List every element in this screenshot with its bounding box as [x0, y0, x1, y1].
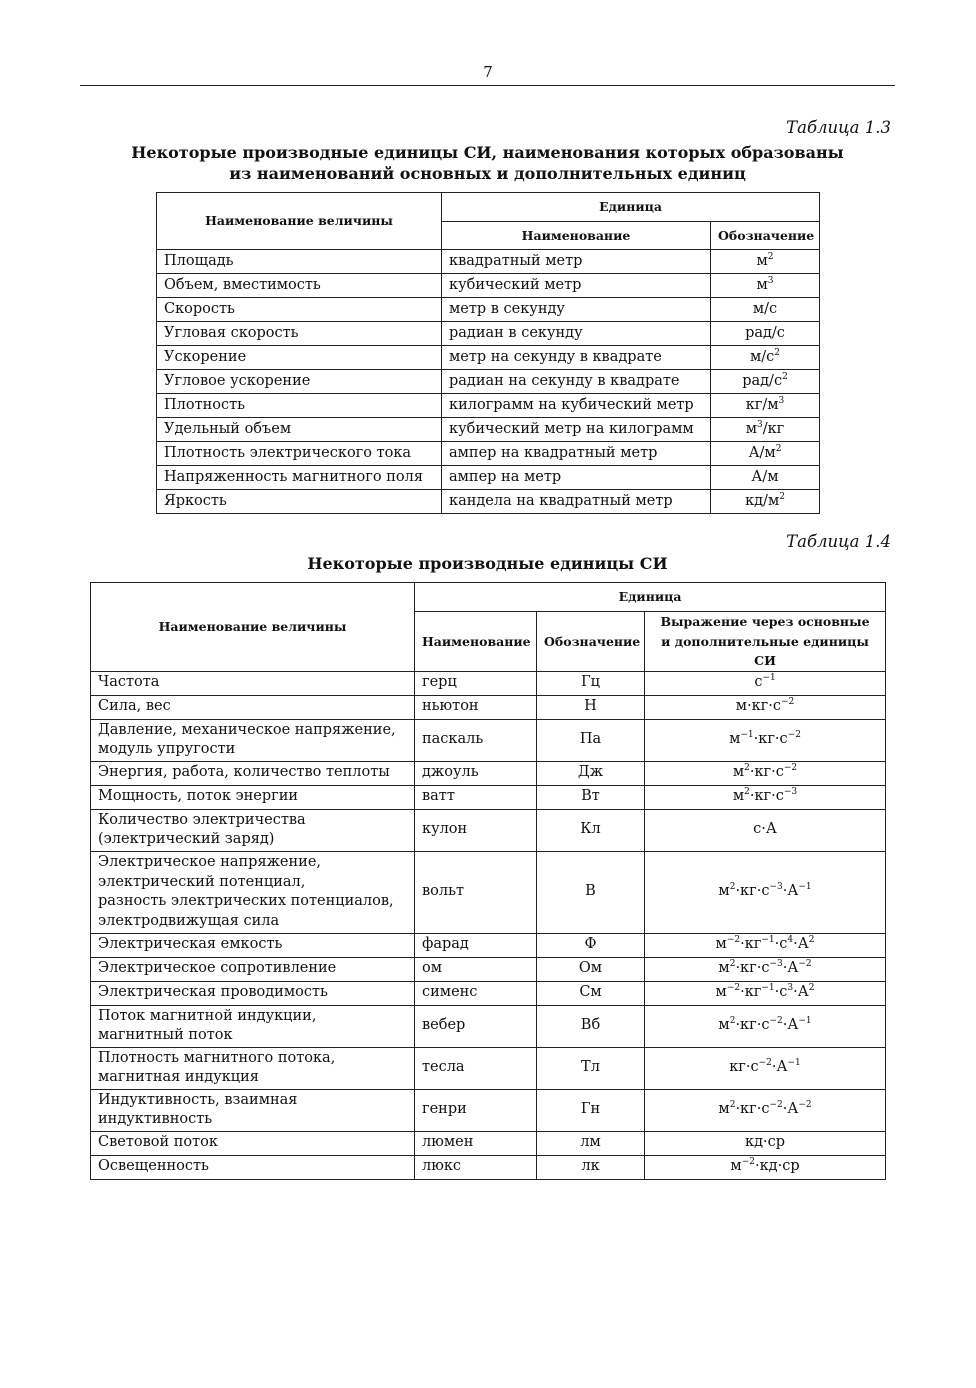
- unit-expression-cell: $м^2\cdot кг\cdot с^{-3}$: [645, 785, 886, 809]
- table-row: [91, 719, 886, 761]
- table13-title-line2: из наименований основных и дополнительных единиц: [229, 164, 746, 183]
- table14-header-expression-line2: и дополнительные единицы СИ: [661, 633, 869, 668]
- table-row: [91, 1005, 886, 1047]
- unit-expression-cell: $м^2\cdot кг\cdot с^{-2}\cdot А^{-1}$: [645, 1005, 886, 1047]
- table-row: [91, 1047, 886, 1089]
- table-row: [91, 785, 886, 809]
- unit-expression-cell: $м^2\cdot кг\cdot с^{-2}$: [645, 761, 886, 785]
- table-row: [157, 298, 820, 322]
- unit-name-cell: ампер на метр: [442, 466, 711, 490]
- unit-symbol-cell: Ом: [537, 957, 645, 981]
- unit-symbol-cell: рад/с: [711, 322, 820, 346]
- unit-name-cell: ватт: [415, 785, 537, 809]
- table-row: [157, 250, 820, 274]
- table-row: [91, 809, 886, 851]
- table-row: [157, 442, 820, 466]
- quantity-cell: Плотность электрического тока: [157, 442, 442, 466]
- quantity-cell: Объем, вместимость: [157, 274, 442, 298]
- unit-name-cell: герц: [415, 671, 537, 695]
- unit-expression-cell: $м^2\cdot кг\cdot с^{-3}\cdot А^{-2}$: [645, 957, 886, 981]
- quantity-cell: Поток магнитной индукции, магнитный поток: [91, 1005, 415, 1047]
- unit-expression-cell: $м^{-1}\cdot кг\cdot с^{-2}$: [645, 719, 886, 761]
- unit-name-cell: генри: [415, 1089, 537, 1131]
- unit-symbol-cell: лм: [537, 1131, 645, 1155]
- table13: [156, 192, 820, 514]
- unit-expression-cell: $с^{-1}$: [645, 671, 886, 695]
- quantity-cell: Скорость: [157, 298, 442, 322]
- unit-symbol-cell: Вб: [537, 1005, 645, 1047]
- unit-symbol-cell: $м/с^2$: [711, 346, 820, 370]
- table13-header-unit-symbol: Обозначение: [711, 222, 820, 250]
- table13-header-unit: Единица: [442, 193, 820, 222]
- table14-header-quantity: Наименование величины: [91, 583, 415, 672]
- unit-name-cell: радиан на секунду в квадрате: [442, 370, 711, 394]
- unit-name-cell: кубический метр на килограмм: [442, 418, 711, 442]
- unit-name-cell: вебер: [415, 1005, 537, 1047]
- quantity-cell: Энергия, работа, количество теплоты: [91, 761, 415, 785]
- table14-caption: Таблица 1.4: [786, 532, 891, 551]
- unit-symbol-cell: Гн: [537, 1089, 645, 1131]
- unit-symbol-cell: $А/м^2$: [711, 442, 820, 466]
- unit-name-cell: кандела на квадратный метр: [442, 490, 711, 514]
- unit-symbol-cell: м/с: [711, 298, 820, 322]
- quantity-cell: Электрическая емкость: [91, 933, 415, 957]
- unit-expression-cell: $м^2\cdot кг\cdot с^{-2}\cdot А^{-2}$: [645, 1089, 886, 1131]
- table-row: [91, 671, 886, 695]
- quantity-cell: Электрическое напряжение, электрический потенциал, разность электрических потенциалов, электродвижущая сила: [91, 851, 415, 933]
- table-row: [91, 1155, 886, 1179]
- table13-header-quantity: Наименование величины: [157, 193, 442, 250]
- table14-header-expression-line1: Выражение через основные: [660, 614, 870, 629]
- table14-title: Некоторые производные единицы СИ: [307, 554, 668, 573]
- unit-expression-cell: с·А: [645, 809, 886, 851]
- quantity-cell: Плотность: [157, 394, 442, 418]
- unit-symbol-cell: $м^3/кг$: [711, 418, 820, 442]
- table14-header-unit: Единица: [415, 583, 886, 612]
- unit-symbol-cell: Ф: [537, 933, 645, 957]
- unit-name-cell: ом: [415, 957, 537, 981]
- table14: [90, 582, 886, 1180]
- unit-expression-cell: $м^{-2}\cdot кг^{-1}\cdot с^3\cdot А^2$: [645, 981, 886, 1005]
- quantity-cell: Сила, вес: [91, 695, 415, 719]
- table14-header-expression: [645, 612, 886, 672]
- quantity-cell: Мощность, поток энергии: [91, 785, 415, 809]
- unit-symbol-cell: Гц: [537, 671, 645, 695]
- table14-header-unit-symbol: Обозначение: [537, 612, 645, 672]
- unit-name-cell: ньютон: [415, 695, 537, 719]
- table-row: [91, 981, 886, 1005]
- unit-expression-cell: $м^2\cdot кг\cdot с^{-3}\cdot А^{-1}$: [645, 851, 886, 933]
- table13-caption: Таблица 1.3: [786, 118, 891, 137]
- unit-name-cell: вольт: [415, 851, 537, 933]
- unit-symbol-cell: А/м: [711, 466, 820, 490]
- unit-name-cell: радиан в секунду: [442, 322, 711, 346]
- unit-expression-cell: кд·ср: [645, 1131, 886, 1155]
- unit-symbol-cell: $м^3$: [711, 274, 820, 298]
- unit-symbol-cell: рад/$с^2$: [711, 370, 820, 394]
- unit-name-cell: фарад: [415, 933, 537, 957]
- quantity-cell: Электрическое сопротивление: [91, 957, 415, 981]
- quantity-cell: Угловая скорость: [157, 322, 442, 346]
- table-row: [91, 851, 886, 933]
- unit-name-cell: кулон: [415, 809, 537, 851]
- quantity-cell: Индуктивность, взаимная индуктивность: [91, 1089, 415, 1131]
- unit-name-cell: килограмм на кубический метр: [442, 394, 711, 418]
- quantity-cell: Угловое ускорение: [157, 370, 442, 394]
- page-number: 7: [483, 63, 493, 81]
- quantity-cell: Световой поток: [91, 1131, 415, 1155]
- quantity-cell: Удельный объем: [157, 418, 442, 442]
- unit-symbol-cell: $кг/м^3$: [711, 394, 820, 418]
- unit-name-cell: люмен: [415, 1131, 537, 1155]
- table-row: [157, 274, 820, 298]
- unit-name-cell: ампер на квадратный метр: [442, 442, 711, 466]
- unit-symbol-cell: $кд/м^2$: [711, 490, 820, 514]
- table13-title-line1: Некоторые производные единицы СИ, наименования которых образованы: [131, 143, 844, 162]
- unit-symbol-cell: Н: [537, 695, 645, 719]
- quantity-cell: Давление, механическое напряжение, модуль упругости: [91, 719, 415, 761]
- quantity-cell: Ускорение: [157, 346, 442, 370]
- quantity-cell: Напряженность магнитного поля: [157, 466, 442, 490]
- quantity-cell: Частота: [91, 671, 415, 695]
- unit-symbol-cell: Вт: [537, 785, 645, 809]
- unit-name-cell: метр в секунду: [442, 298, 711, 322]
- table-row: [157, 418, 820, 442]
- table-row: [157, 370, 820, 394]
- quantity-cell: Яркость: [157, 490, 442, 514]
- table-row: [91, 957, 886, 981]
- table-row: [157, 490, 820, 514]
- unit-name-cell: тесла: [415, 1047, 537, 1089]
- unit-symbol-cell: Кл: [537, 809, 645, 851]
- quantity-cell: Плотность магнитного потока, магнитная индукция: [91, 1047, 415, 1089]
- unit-expression-cell: $м\cdot кг\cdot с^{-2}$: [645, 695, 886, 719]
- quantity-cell: Освещенность: [91, 1155, 415, 1179]
- unit-symbol-cell: См: [537, 981, 645, 1005]
- table-row: [91, 1089, 886, 1131]
- unit-name-cell: метр на секунду в квадрате: [442, 346, 711, 370]
- unit-expression-cell: $кг\cdot с^{-2}\cdot А^{-1}$: [645, 1047, 886, 1089]
- table-row: [91, 1131, 886, 1155]
- table-row: [157, 394, 820, 418]
- table-row: [157, 346, 820, 370]
- unit-name-cell: сименс: [415, 981, 537, 1005]
- unit-symbol-cell: $м^2$: [711, 250, 820, 274]
- unit-symbol-cell: В: [537, 851, 645, 933]
- header-rule: [80, 85, 895, 86]
- unit-name-cell: люкс: [415, 1155, 537, 1179]
- unit-name-cell: кубический метр: [442, 274, 711, 298]
- unit-symbol-cell: Па: [537, 719, 645, 761]
- table-row: [91, 761, 886, 785]
- unit-symbol-cell: Дж: [537, 761, 645, 785]
- quantity-cell: Электрическая проводимость: [91, 981, 415, 1005]
- table-row: [91, 933, 886, 957]
- unit-name-cell: квадратный метр: [442, 250, 711, 274]
- unit-symbol-cell: Тл: [537, 1047, 645, 1089]
- table14-header-unit-name: Наименование: [415, 612, 537, 672]
- quantity-cell: Количество электричества (электрический заряд): [91, 809, 415, 851]
- unit-name-cell: джоуль: [415, 761, 537, 785]
- unit-expression-cell: $м^{-2}\cdot кд\cdot ср$: [645, 1155, 886, 1179]
- table-row: [91, 695, 886, 719]
- table13-title: [80, 142, 895, 184]
- table13-header-unit-name: Наименование: [442, 222, 711, 250]
- quantity-cell: Площадь: [157, 250, 442, 274]
- unit-symbol-cell: лк: [537, 1155, 645, 1179]
- unit-name-cell: паскаль: [415, 719, 537, 761]
- table-row: [157, 322, 820, 346]
- unit-expression-cell: $м^{-2}\cdot кг^{-1}\cdot с^4\cdot А^2$: [645, 933, 886, 957]
- table-row: [157, 466, 820, 490]
